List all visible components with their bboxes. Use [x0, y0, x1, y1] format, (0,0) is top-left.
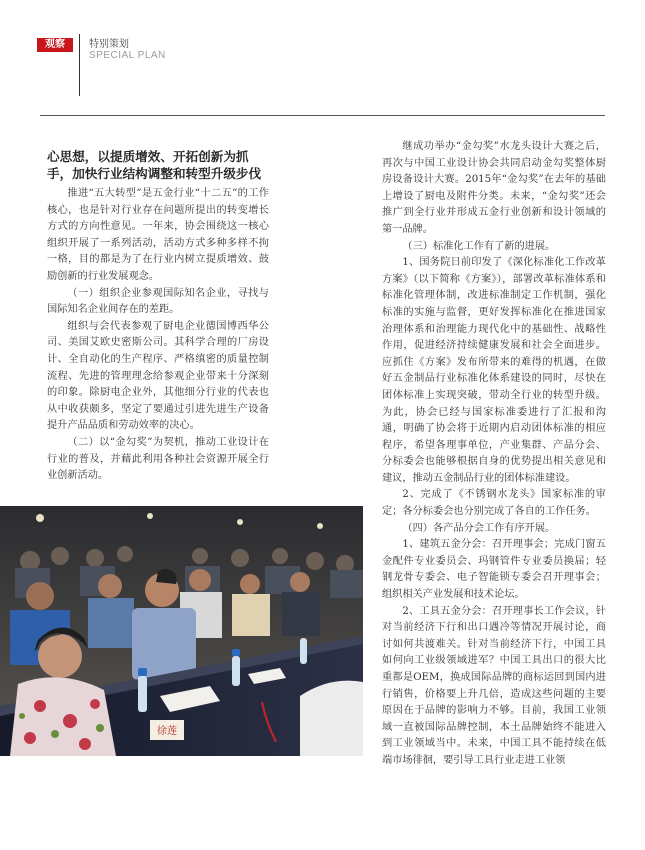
section-title-cn: 特别策划: [89, 39, 129, 50]
conference-photo: [0, 506, 363, 756]
section-title-en: SPECIAL PLAN: [89, 50, 166, 61]
paragraph: （三）标准化工作有了新的进展。: [402, 240, 556, 252]
paragraph: （二）以“金勾奖”为契机，推动工业设计在行业的普及，并藉此利用各种社会资源开展全行业创新活动。: [47, 436, 269, 482]
paragraph: 1、建筑五金分会：召开理事会；完成门窗五金配件专业委员会、玛钢管件专业委员换届；轻钢龙骨专委会、电子智能锁专委会召开理事会；组织相关产业发展和技术论坛。: [382, 539, 606, 601]
paragraph: 组织与会代表参观了厨电企业德国博西华公司、美国艾欧史密斯公司。其科学合理的厂房设计、全自动化的生产程序、严格缜密的质量控制流程、先进的管理理念给参观企业带来十分深刻的印象。除厨电企业外，其他细分行业的代表也从中收获颇多，坚定了要通过引进先进生产设备提升产品品质和劳动效率的决心。: [47, 320, 269, 432]
sub-heading: 心思想，以提质增效、开拓创新为抓手，加快行业结构调整和转型升级步伐: [47, 149, 262, 181]
paragraph: 2、工具五金分会：召开理事长工作会议，针对当前经济下行和出口遇冷等情况开展讨论，商讨如何共渡难关。针对当前经济下行，中国工具如何向工业级领域进军？中国工具出口的很大比重都是OEM，换成国际品牌的商标运回到国内进行销售，价格要上升几倍，造成这些问题的主要原因在于品牌的影响力不够。目前，我国工业领域一直被国际品牌控制，本土品牌始终不能进入到工业领域当中。未来，中国工具不能持续在低端市场徘徊，要引导工具行业走进工业领: [382, 605, 606, 766]
header-rule: [40, 115, 605, 116]
paragraph: （四）各产品分会工作有序开展。: [402, 522, 556, 534]
header-divider: [79, 34, 80, 96]
paragraph: 继成功举办“金勾奖”水龙头设计大赛之后，再次与中国工业设计协会共同启动金勾奖整体厨房设备设计大赛。2015年“金勾奖”在去年的基础上增设了厨电及附件分类。未来，“金勾奖”还会推广到全行业并形成五金行业创新和设计领域的第一品牌。: [382, 141, 606, 235]
paragraph: 1、国务院日前印发了《深化标准化工作改革方案》（以下简称《方案》），部署改革标准体系和标准化管理体制，改进标准制定工作机制，强化标准的实施与监督，更好发挥标准化在推进国家治理体系和治理能力现代化中的基础性、战略性作用，促进经济持续健康发展和社会全面进步。应抓住《方案》发布所带来的难得的机遇，在做好五金制品行业标准化体系建设的同时，尽快在团体标准上实现突破，带动全行业的转型升级。为此，协会已经与国家标准委进行了汇报和沟通，明确了协会将于近期内启动团体标准的相应程序，希望各理事单位，产业集群、产品分会、分标委会也能够根据自身的优势提出相关意见和建议，推动五金制品行业的团体标准建设。: [382, 257, 606, 484]
section-tag: 观察: [37, 38, 73, 52]
conference-photo-illustration: [0, 506, 363, 756]
right-column: [382, 139, 606, 770]
paragraph: 推进“五大转型”是五金行业“十二五”的工作核心，也是针对行业存在问题所提出的转变增长方式的方向性意见。一年来，协会围绕这一核心组织开展了一系列活动，活动方式多种多样不拘一格，目的都是为了在行业内树立提质增效、鼓励创新的行业发展观念。: [47, 188, 269, 282]
left-column: [47, 148, 269, 485]
name-card-text: 徐莲: [157, 726, 177, 737]
paragraph: 2、完成了《不锈钢水龙头》国家标准的审定；各分标委会也分别完成了各自的工作任务。: [382, 489, 606, 518]
paragraph: （一）组织企业参观国际知名企业，寻找与国际知名企业间存在的差距。: [47, 287, 269, 316]
